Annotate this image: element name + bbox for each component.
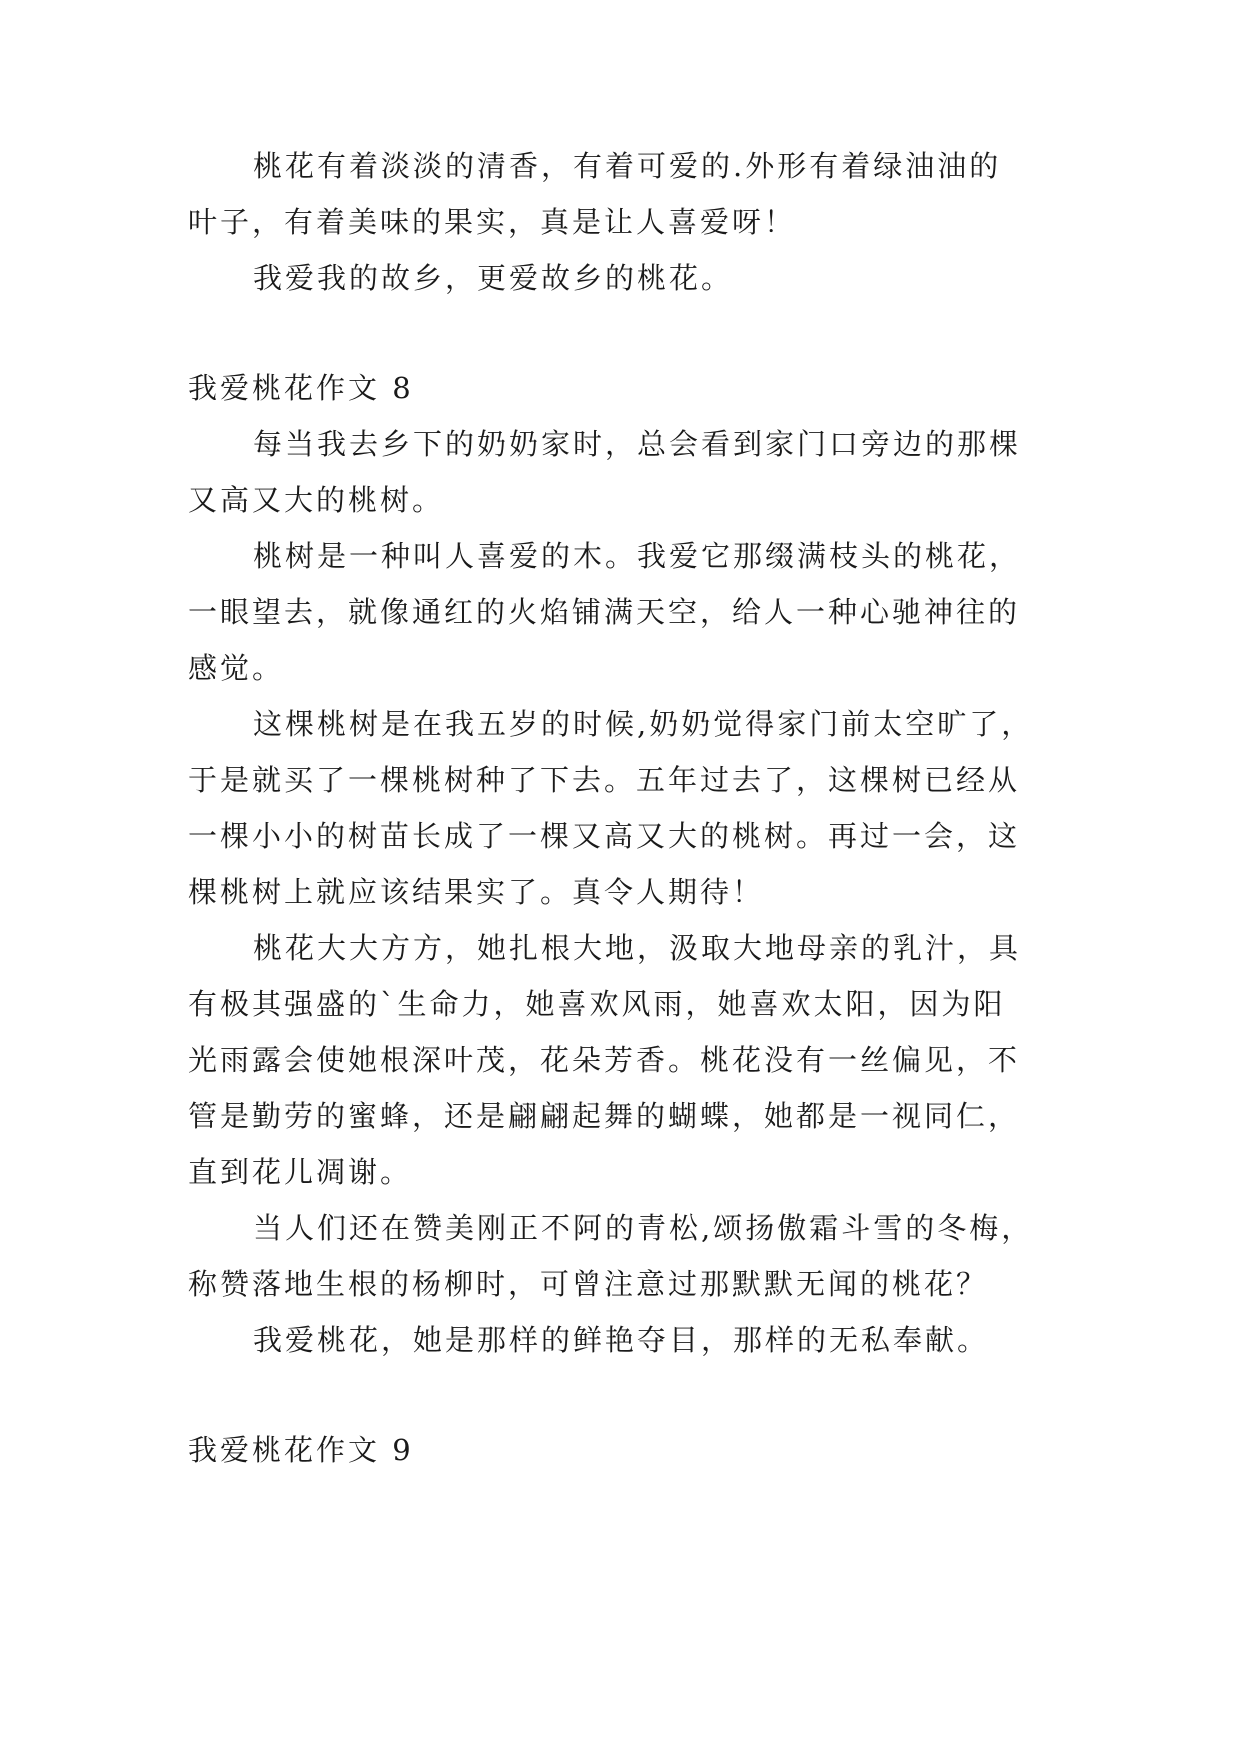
paragraph-line: 一眼望去，就像通红的火焰铺满天空，给人一种心驰神往的 bbox=[188, 595, 1021, 629]
paragraph-line: 管是勤劳的蜜蜂，还是翩翩起舞的蝴蝶，她都是一视同仁， bbox=[188, 1099, 1021, 1133]
paragraph-line: 桃树是一种叫人喜爱的木。我爱它那缀满枝头的桃花， bbox=[253, 539, 1022, 573]
section-heading: 我爱桃花作文 9 bbox=[188, 1433, 414, 1467]
paragraph-line: 当人们还在赞美刚正不阿的青松,颂扬傲霜斗雪的冬梅， bbox=[253, 1211, 1034, 1245]
paragraph-line: 感觉。 bbox=[188, 651, 285, 685]
paragraph-line: 称赞落地生根的杨柳时，可曾注意过那默默无闻的桃花？ bbox=[188, 1267, 989, 1301]
paragraph-line: 直到花儿凋谢。 bbox=[188, 1155, 413, 1189]
paragraph-line: 桃花大大方方，她扎根大地，汲取大地母亲的乳汁，具 bbox=[253, 931, 1022, 965]
paragraph-line: 有极其强盛的`生命力，她喜欢风雨，她喜欢太阳，因为阳 bbox=[188, 987, 1006, 1021]
paragraph-line: 我爱我的故乡，更爱故乡的桃花。 bbox=[253, 261, 734, 295]
paragraph-line: 这棵桃树是在我五岁的时候,奶奶觉得家门前太空旷了， bbox=[253, 707, 1034, 741]
section-heading: 我爱桃花作文 8 bbox=[188, 371, 414, 405]
paragraph-line: 又高又大的桃树。 bbox=[188, 483, 445, 517]
paragraph-line: 我爱桃花，她是那样的鲜艳夺目，那样的无私奉献。 bbox=[253, 1323, 990, 1357]
paragraph-line: 于是就买了一棵桃树种了下去。五年过去了，这棵树已经从 bbox=[188, 763, 1021, 797]
paragraph-line: 桃花有着淡淡的清香，有着可爱的.外形有着绿油油的 bbox=[253, 149, 1002, 183]
paragraph-line: 光雨露会使她根深叶茂，花朵芳香。桃花没有一丝偏见，不 bbox=[188, 1043, 1021, 1077]
paragraph-line: 叶子，有着美味的果实，真是让人喜爱呀！ bbox=[188, 205, 797, 239]
paragraph-line: 一棵小小的树苗长成了一棵又高又大的桃树。再过一会，这 bbox=[188, 819, 1021, 853]
paragraph-line: 棵桃树上就应该结果实了。真令人期待！ bbox=[188, 875, 765, 909]
paragraph-line: 每当我去乡下的奶奶家时，总会看到家门口旁边的那棵 bbox=[253, 427, 1022, 461]
